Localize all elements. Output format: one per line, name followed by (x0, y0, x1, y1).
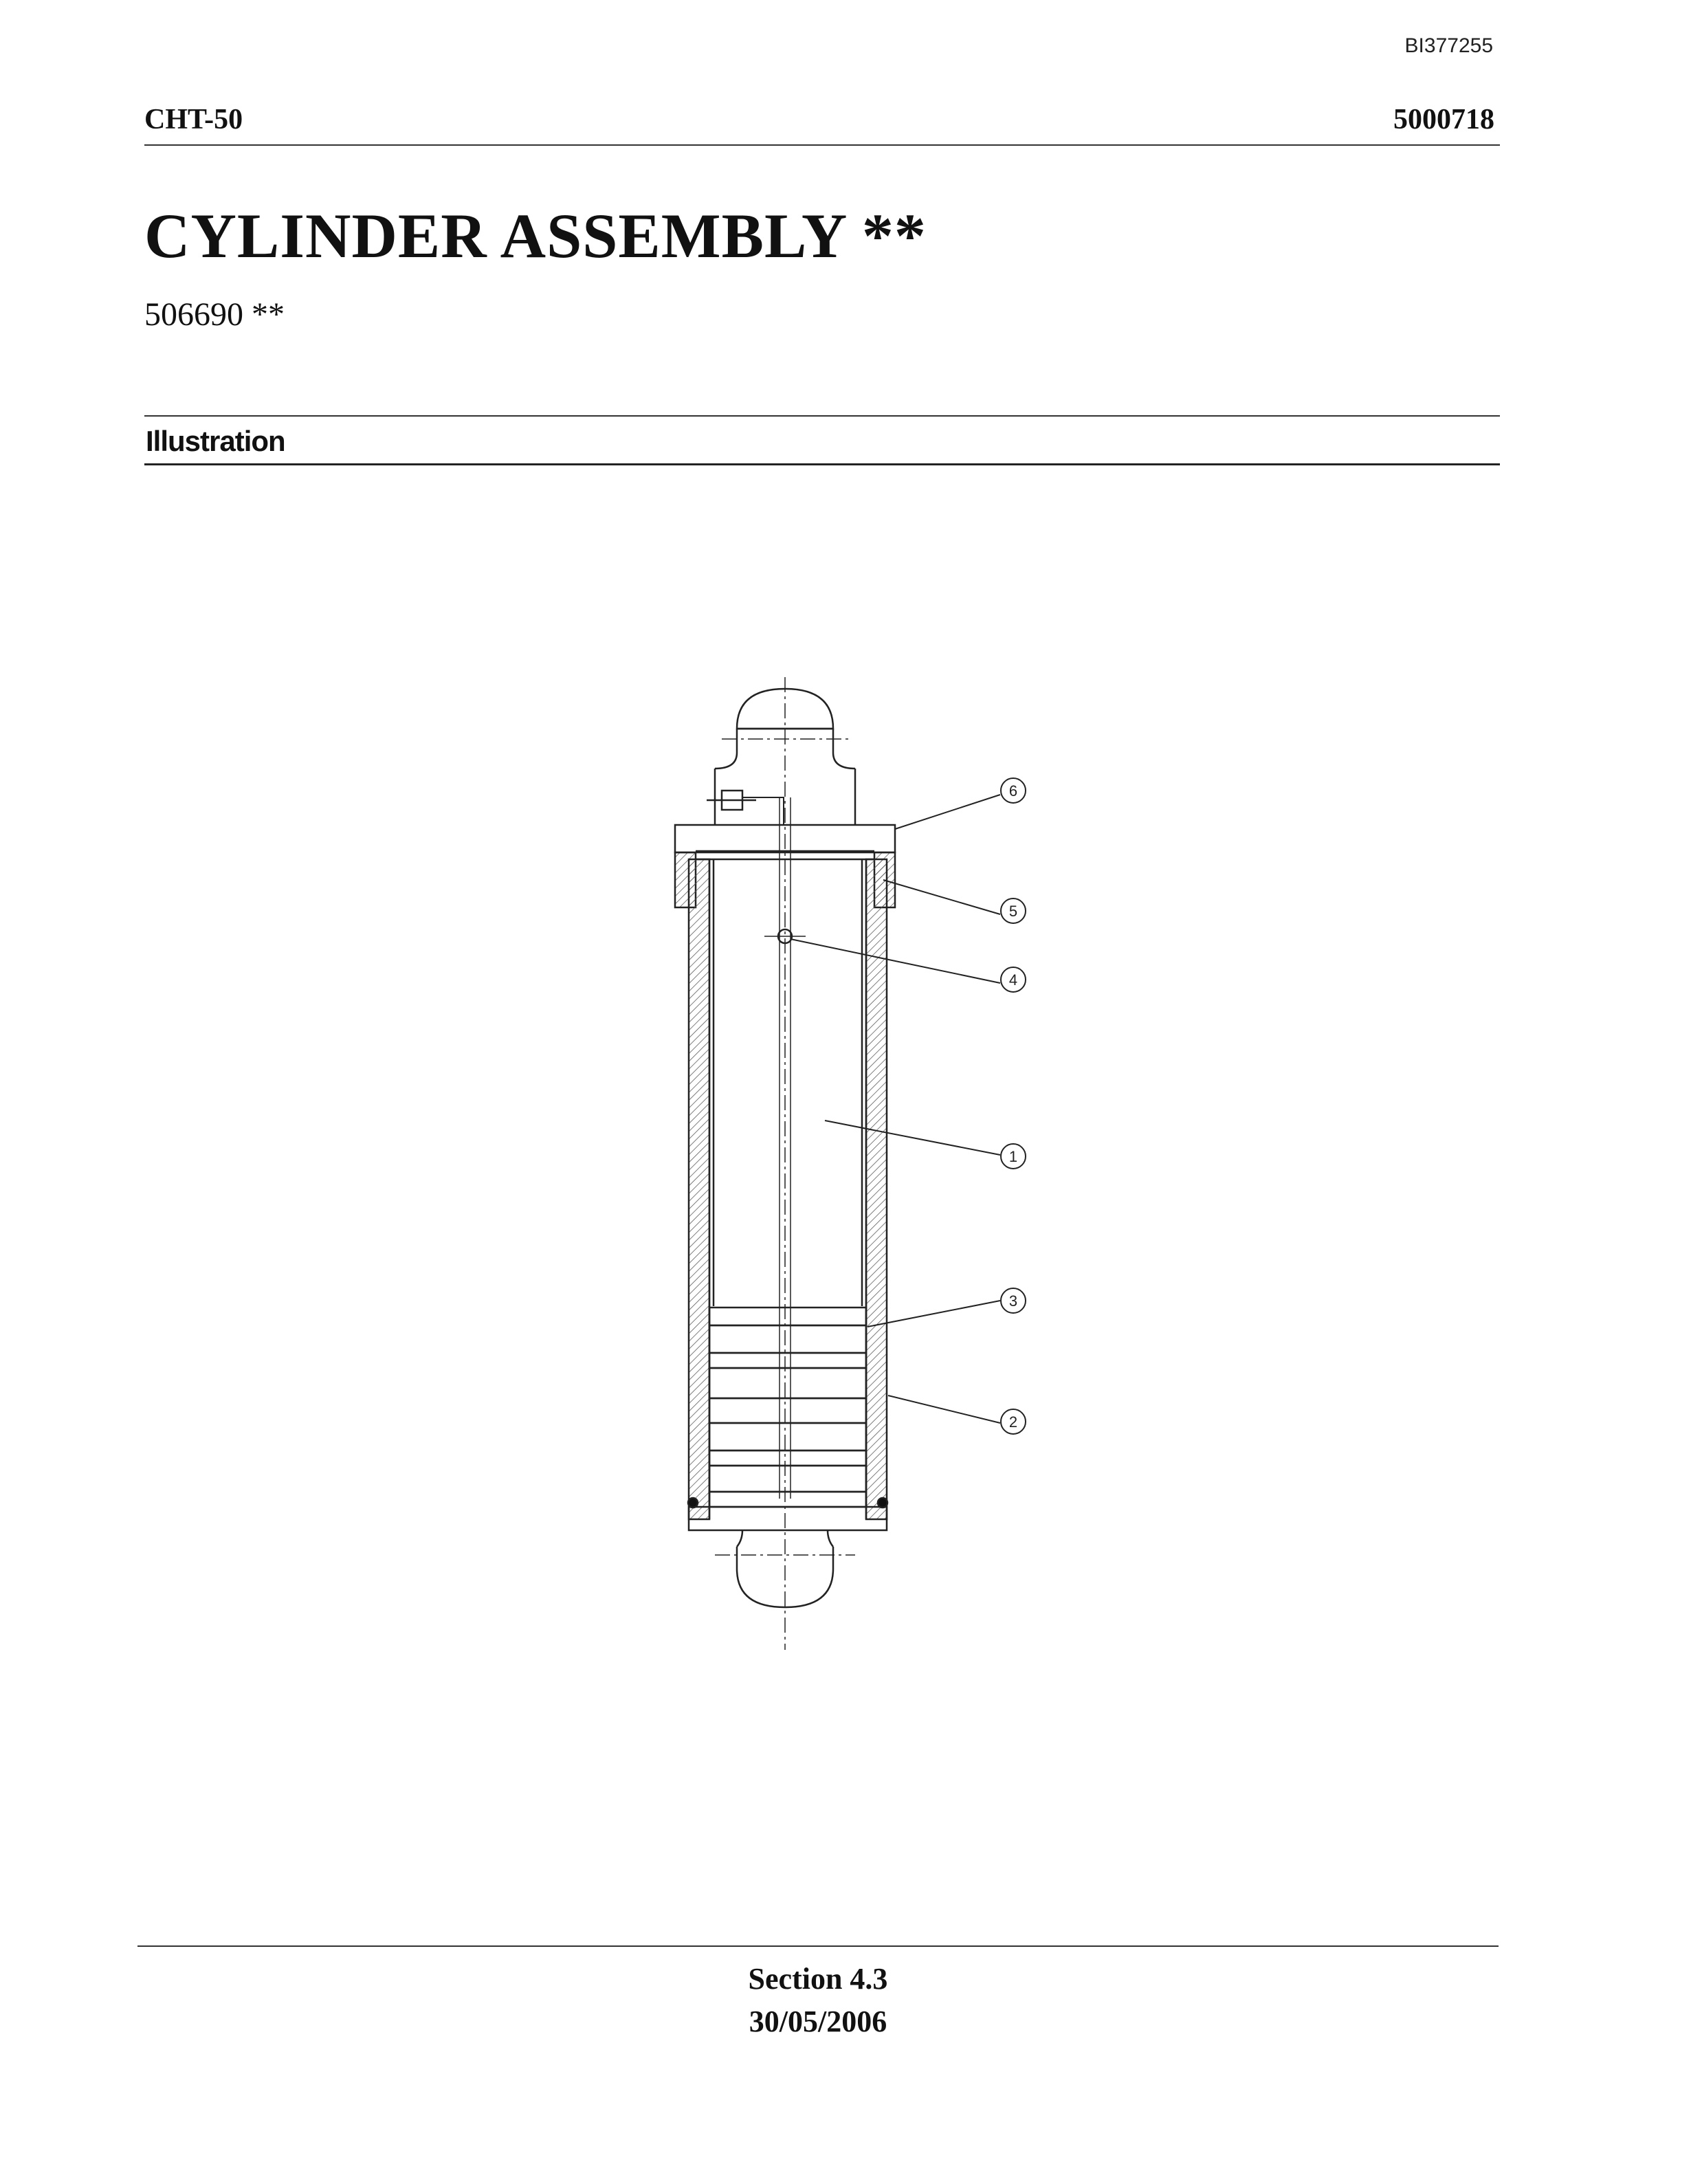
footer-section: Section 4.3 (748, 1962, 888, 1996)
callout-label: 6 (1008, 782, 1018, 799)
cylinder-wall-left (689, 859, 709, 1519)
page-title: CYLINDER ASSEMBLY ** (144, 201, 927, 271)
section-heading: Illustration (146, 425, 285, 457)
page-header (144, 103, 1500, 146)
callout-label: 2 (1008, 1413, 1018, 1431)
section-heading-bar (144, 415, 1500, 465)
callout-label: 3 (1008, 1292, 1018, 1310)
cylinder-assembly-drawing (646, 674, 1086, 1664)
part-number: 506690 ** (144, 296, 285, 333)
footer-date: 30/05/2006 (749, 2005, 887, 2038)
model-name: CHT-50 (144, 104, 243, 135)
document-number: 5000718 (1393, 104, 1494, 135)
page-footer (0, 1958, 1636, 2043)
callout-label: 1 (1008, 1148, 1018, 1165)
callout-label: 5 (1008, 903, 1018, 920)
bottom-base (689, 1507, 887, 1530)
document-id: BI377255 (1404, 34, 1493, 57)
footer-rule (137, 1945, 1499, 1947)
callout-label: 4 (1008, 971, 1018, 989)
